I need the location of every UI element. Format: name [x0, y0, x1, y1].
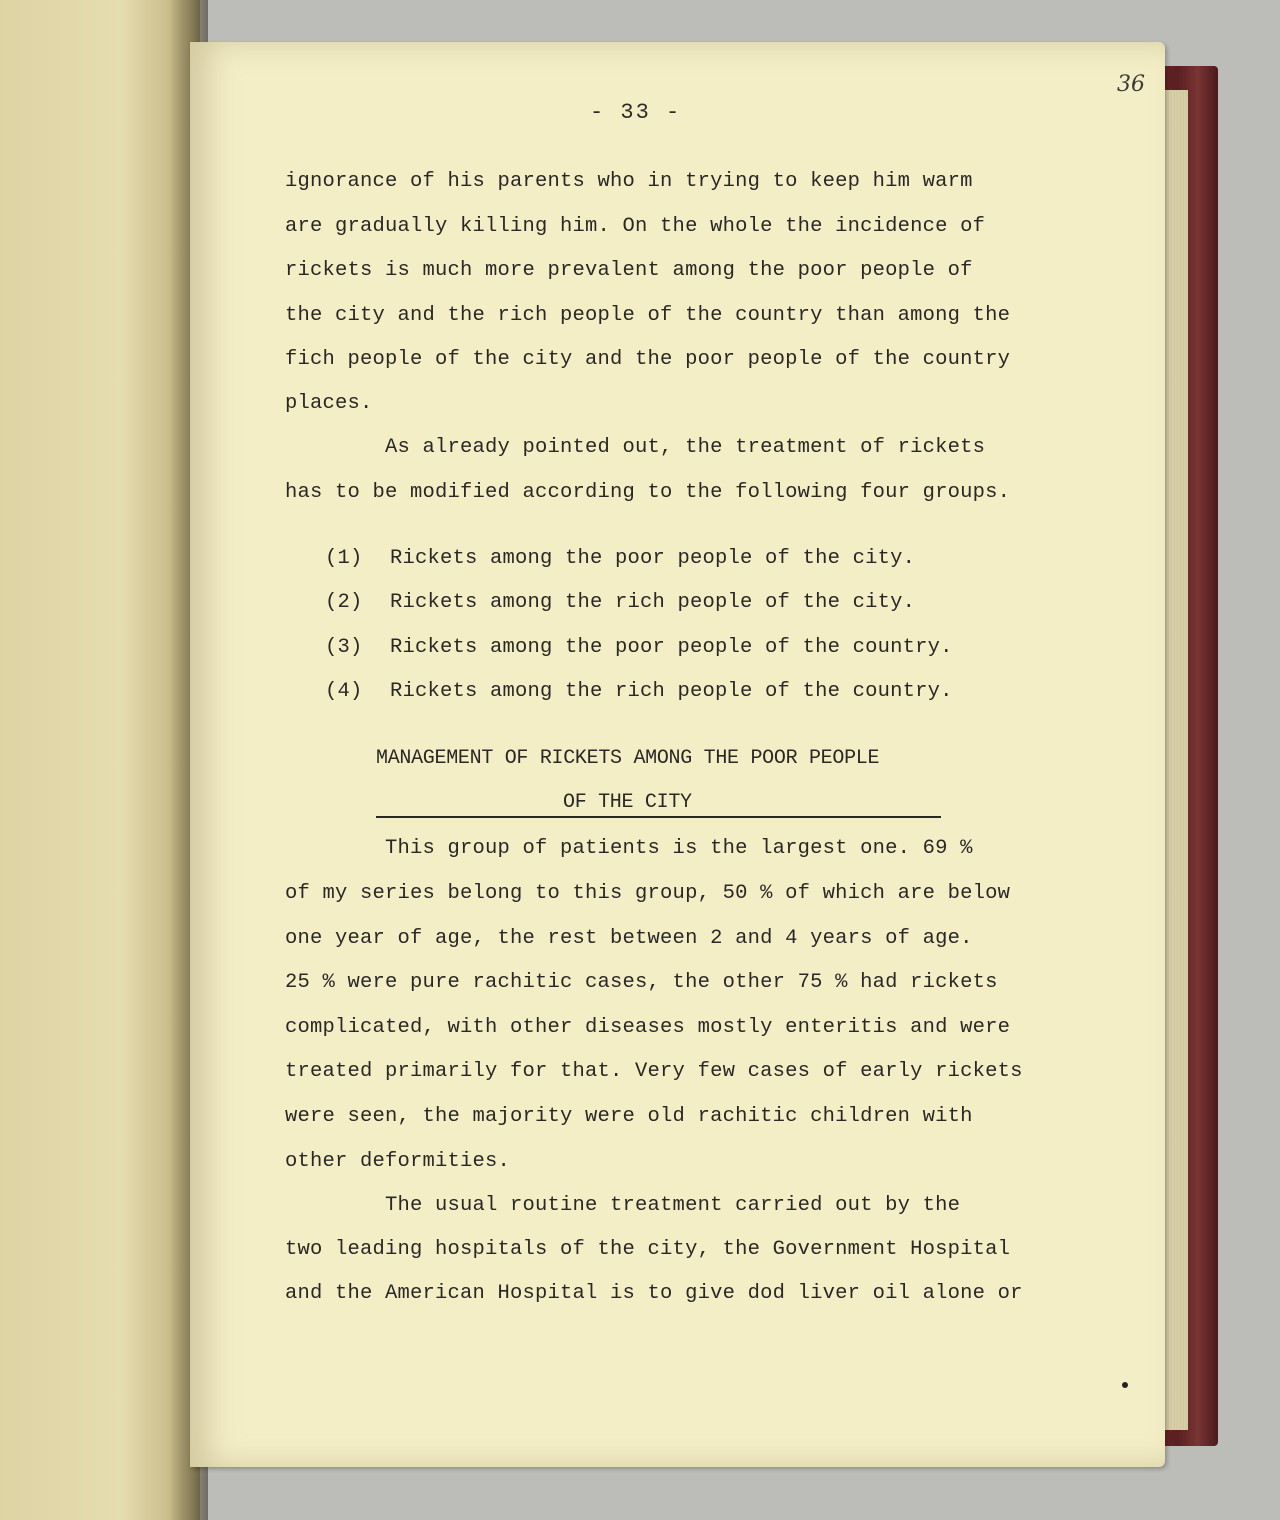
paragraph3-line: This group of patients is the largest one. 69 %	[285, 837, 973, 860]
paragraph3-line: of my series belong to this group, 50 % of which are below	[285, 882, 1011, 905]
group-item: Rickets among the rich people of the city.	[390, 591, 916, 614]
paragraph4-line: The usual routine treatment carried out by the	[285, 1194, 961, 1217]
group-number: (3)	[325, 636, 363, 659]
group-item: Rickets among the rich people of the country.	[390, 680, 953, 703]
group-item: Rickets among the poor people of the country.	[390, 636, 953, 659]
section-heading-continued: OF THE CITY	[563, 791, 692, 814]
paragraph3-line: other deformities.	[285, 1150, 511, 1173]
paragraph1-line: places.	[285, 392, 373, 415]
paragraph1-line: ignorance of his parents who in trying to keep him warm	[285, 170, 973, 193]
paragraph1-line: the city and the rich people of the country than among the	[285, 304, 1011, 327]
paragraph3-line: were seen, the majority were old rachitic children with	[285, 1105, 973, 1128]
paragraph1-line: fich people of the city and the poor people of the country	[285, 348, 1011, 371]
paragraph3-line: one year of age, the rest between 2 and 4 years of age.	[285, 927, 973, 950]
paragraph2-line: As already pointed out, the treatment of rickets	[285, 436, 986, 459]
group-number: (4)	[325, 680, 363, 703]
paragraph4-line: two leading hospitals of the city, the Government Hospital	[285, 1238, 1011, 1261]
paragraph3-line: complicated, with other diseases mostly enteritis and were	[285, 1016, 1011, 1039]
heading-underline	[376, 816, 941, 818]
paragraph4-line: and the American Hospital is to give dod liver oil alone or	[285, 1282, 1023, 1305]
paragraph1-line: are gradually killing him. On the whole the incidence of	[285, 215, 986, 238]
paragraph3-line: treated primarily for that. Very few cases of early rickets	[285, 1060, 1023, 1083]
paragraph1-line: rickets is much more prevalent among the poor people of	[285, 259, 973, 282]
ink-dot-mark	[1122, 1382, 1128, 1388]
group-number: (2)	[325, 591, 363, 614]
section-heading: MANAGEMENT OF RICKETS AMONG THE POOR PEOPLE	[376, 747, 880, 770]
page-number: - 33 -	[590, 100, 682, 125]
group-number: (1)	[325, 547, 363, 570]
paragraph3-line: 25 % were pure rachitic cases, the other 75 % had rickets	[285, 971, 998, 994]
handwritten-page-number: 36	[1117, 72, 1145, 97]
group-item: Rickets among the poor people of the city.	[390, 547, 916, 570]
paragraph2-line: has to be modified according to the following four groups.	[285, 481, 1011, 504]
